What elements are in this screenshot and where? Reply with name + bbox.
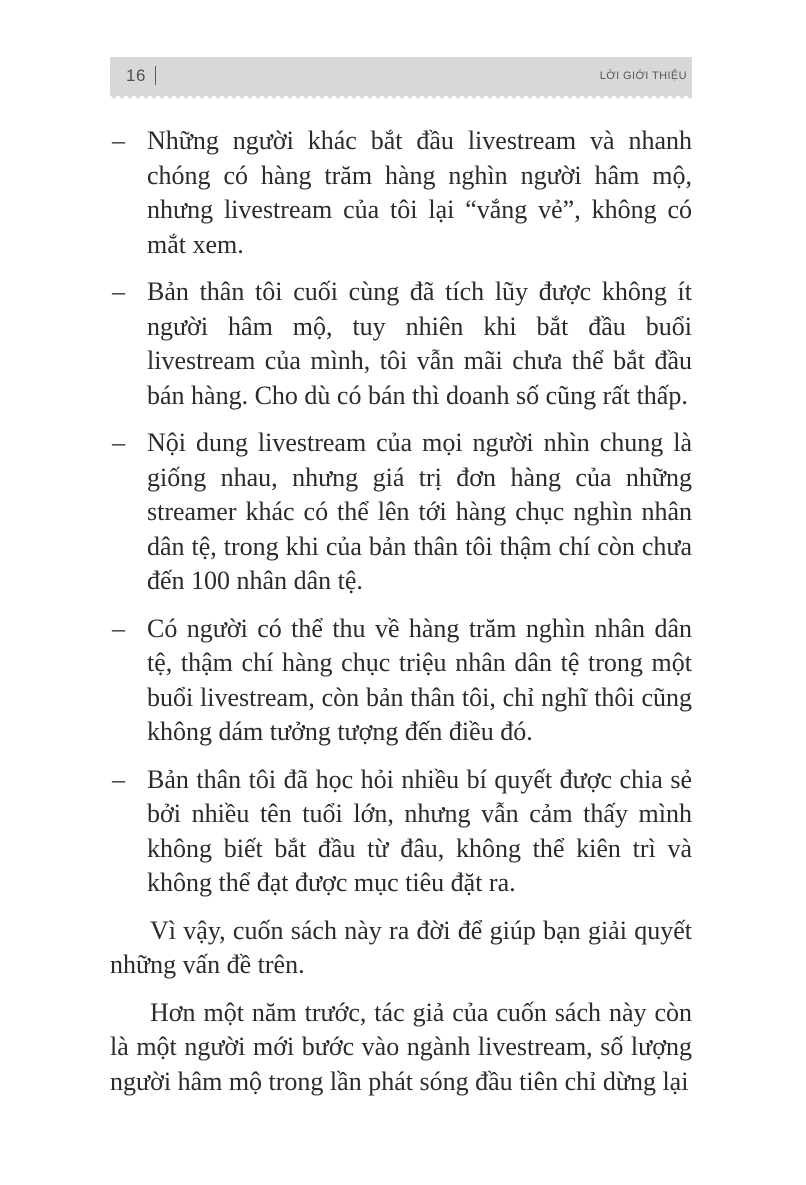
- bullet-dash: –: [112, 613, 125, 643]
- list-item-text: Có người có thể thu về hàng trăm nghìn nhân dân tệ, thậm chí hàng chục triệu nhân dân tệ trong một buổi livestream, còn bản thân tôi, chỉ nghĩ thôi cũng không dám tưởng tượng đến điều đó.: [147, 613, 692, 746]
- list-item: [110, 275, 692, 413]
- section-title: LỜI GIỚI THIỆU: [599, 69, 687, 82]
- list-item: [110, 763, 692, 901]
- bullet-dash: –: [112, 277, 125, 306]
- list-item-text: Bản thân tôi cuối cùng đã tích lũy được không ít người hâm mộ, tuy nhiên khi bắt đầu buổi livestream của mình, tôi vẫn mãi chưa thể bắt đầu bán hàng. Cho dù có bán thì doanh số cũng rất thấp.: [147, 277, 692, 410]
- header-band: [110, 57, 692, 94]
- list-item-text: Nội dung livestream của mọi người nhìn chung là giống nhau, nhưng giá trị đơn hàng của những streamer khác có thể lên tới hàng chục nghìn nhân dân tệ, trong khi của bản thân tôi thậm chí còn chưa đến 100 nhân dân tệ.: [147, 428, 692, 595]
- perforated-edge: [110, 94, 692, 99]
- list-item: [110, 124, 692, 262]
- page-number: 16: [126, 65, 146, 85]
- page-header: [110, 57, 692, 99]
- list-item-text: Bản thân tôi đã học hỏi nhiều bí quyết được chia sẻ bởi nhiều tên tuổi lớn, nhưng vẫn cảm thấy mình không biết bắt đầu từ đâu, không thể kiên trì và không thể đạt được mục tiêu đặt ra.: [147, 764, 692, 897]
- page-number-divider: [155, 66, 157, 85]
- paragraph: Vì vậy, cuốn sách này ra đời để giúp bạn giải quyết những vấn đề trên.: [110, 915, 692, 979]
- bullet-dash: –: [112, 126, 125, 155]
- bullet-dash: –: [112, 428, 125, 457]
- bullet-list: [110, 124, 692, 901]
- list-item: [110, 612, 692, 750]
- bullet-dash: –: [112, 764, 125, 794]
- list-item-text: Những người khác bắt đầu livestream và nhanh chóng có hàng trăm hàng nghìn người hâm mộ, nhưng livestream của tôi lại “vắng vẻ”, không có mắt xem.: [147, 126, 692, 259]
- paragraph: Hơn một năm trước, tác giả của cuốn sách này còn là một người mới bước vào ngành livestream, số lượng người hâm mộ trong lần phát sóng đầu tiên chỉ dừng lại: [110, 997, 692, 1096]
- list-item: [110, 426, 692, 599]
- page-content: [110, 124, 692, 1099]
